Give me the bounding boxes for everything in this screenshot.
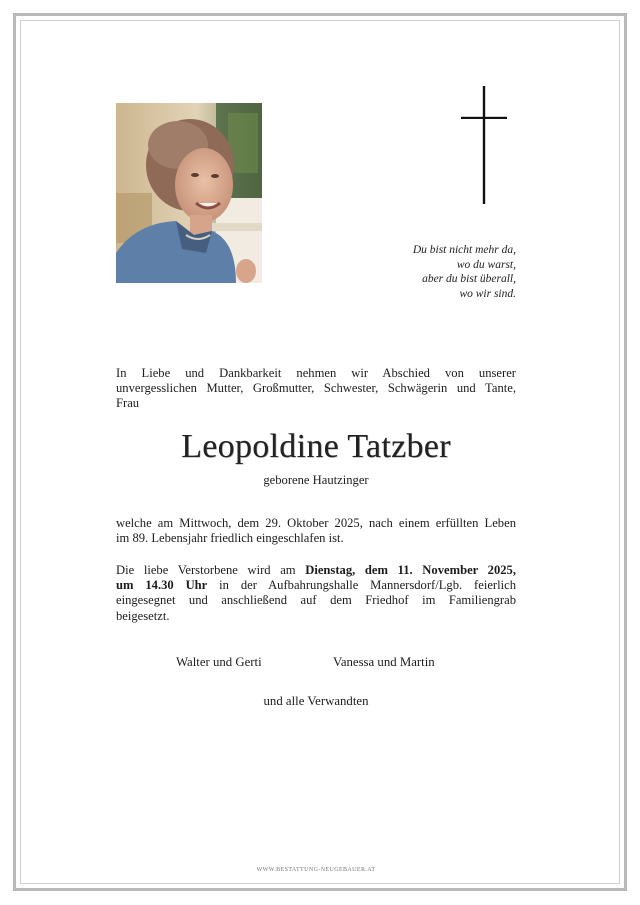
intro-line: In Liebe und Dankbarkeit nehmen wir Abschied von unserer: [116, 366, 516, 380]
deceased-name: Leopoldine Tatzber: [181, 428, 451, 465]
relatives-line: und alle Verwandten: [263, 694, 369, 708]
funeral-line: [116, 578, 516, 593]
quote-line: wo du warst,: [456, 258, 516, 271]
death-line: welche am Mittwoch, dem 29. Oktober 2025, nach einem erfüllten Leben: [116, 516, 516, 530]
funeral-text: in der Aufbahrungshalle Mannersdorf/Lgb. feierlich: [207, 578, 516, 593]
funeral-time: um 14.30 Uhr: [116, 578, 208, 593]
intro-line: unvergesslichen Mutter, Großmutter, Schwester, Schwägerin und Tante,: [116, 381, 516, 396]
death-notice-paragraph: [116, 516, 516, 546]
quote-line: aber du bist überall,: [422, 273, 516, 285]
quote-line: Du bist nicht mehr da,: [412, 244, 516, 256]
funeral-home-website: WWW.BESTATTUNG-NEUGEBAUER.AT: [256, 867, 376, 873]
memorial-quote: [413, 243, 516, 301]
maiden-name: geborene Hautzinger: [263, 473, 369, 487]
funeral-paragraph: [116, 563, 516, 624]
funeral-date: Dienstag, dem 11. November 2025,: [305, 563, 516, 577]
quote-line: wo wir sind.: [459, 287, 516, 300]
mourner-right: Vanessa und Martin: [333, 655, 435, 669]
mourner-left: Walter und Gerti: [176, 655, 262, 669]
funeral-text: Die liebe Verstorbene wird am: [116, 563, 306, 577]
funeral-line: beigesetzt.: [116, 608, 170, 623]
funeral-line: [116, 563, 516, 578]
latin-cross-icon: [461, 86, 507, 204]
intro-paragraph: [116, 366, 516, 412]
death-line: im 89. Lebensjahr friedlich eingeschlafen ist.: [116, 531, 344, 546]
funeral-line: eingesegnet und anschließend auf dem Friedhof im Familiengrab: [116, 593, 516, 608]
intro-line: Frau: [116, 396, 140, 411]
portrait-photo: [116, 103, 262, 283]
